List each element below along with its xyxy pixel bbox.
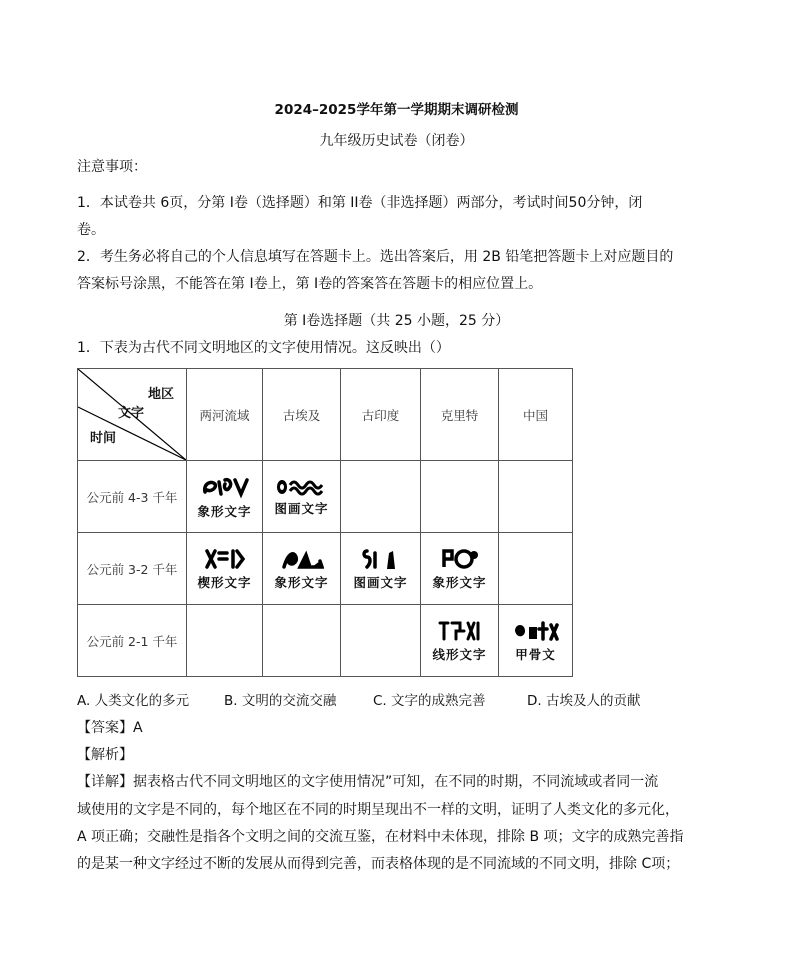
script-cell [263, 533, 341, 605]
corner-label-region: 地区 [148, 387, 175, 402]
empty-cell [499, 461, 573, 533]
analysis-label: 【解析】 [77, 747, 133, 763]
empty-cell [421, 461, 499, 533]
script-name: 楔形文字 [197, 574, 252, 590]
answer-label: 【答案】A [77, 720, 143, 736]
notice-item-1-line-1: 1．本试卷共 6页，分第 I卷（选择题）和第 II卷（非选择题）两部分，考试时间50分钟，闭 [77, 195, 643, 211]
option-b: B. 文明的交流交融 [224, 693, 337, 709]
option-c: C. 文字的成熟完善 [373, 693, 486, 709]
script-usage-table [77, 368, 573, 677]
pictograph-glyph [421, 547, 498, 571]
empty-cell [263, 605, 341, 677]
question-1-stem: 1．下表为古代不同文明地区的文字使用情况。这反映出（） [77, 340, 450, 356]
detail-line-4: 的是某一种文字经过不断的发展从而得到完善，而表格体现的是不同流域的不同文明，排除 C项； [77, 856, 680, 872]
detail-line-1: 【详解】据表格古代不同文明地区的文字使用情况”可知，在不同的时期，不同流域或者同一流 [77, 774, 659, 790]
script-cell [187, 533, 263, 605]
column-header: 中国 [499, 369, 573, 461]
script-cell [263, 461, 341, 533]
linear-script-glyph [421, 619, 498, 643]
detail-line-2: 域使用的文字是不同的，每个地区在不同的时期呈现出不一样的文明，证明了人类文化的多元化， [77, 802, 679, 818]
script-name: 图画文字 [353, 574, 408, 590]
corner-label-script: 文字 [118, 406, 145, 421]
table-row [78, 461, 573, 533]
oracle-bone-glyph [499, 619, 572, 643]
table-header-row [78, 369, 573, 461]
corner-label-time: 时间 [90, 431, 117, 446]
column-header: 克里特 [421, 369, 499, 461]
script-name: 甲骨文 [515, 646, 556, 662]
period-cell: 公元前 2-1 千年 [78, 605, 187, 677]
script-name: 线形文字 [432, 646, 487, 662]
script-name: 象形文字 [432, 574, 487, 590]
script-cell [421, 605, 499, 677]
script-cell [341, 533, 421, 605]
notice-heading: 注意事项： [77, 159, 147, 175]
pictograph-glyph [341, 547, 420, 571]
table-row [78, 605, 573, 677]
period-cell: 公元前 4-3 千年 [78, 461, 187, 533]
column-header: 两河流域 [187, 369, 263, 461]
detail-line-3: A 项正确；交融性是指各个文明之间的交流互鉴，在材料中未体现，排除 B 项；文字的成熟完善指 [77, 829, 684, 845]
table-corner-cell [78, 369, 187, 461]
script-cell [499, 605, 573, 677]
script-cell [421, 533, 499, 605]
script-name: 图画文字 [274, 500, 329, 516]
notice-item-1-line-2: 卷。 [77, 222, 105, 238]
script-name: 象形文字 [197, 503, 252, 519]
section-heading: 第 I卷选择题（共 25 小题，25 分） [283, 313, 510, 329]
pictograph-glyph [263, 477, 340, 497]
page-subtitle: 九年级历史试卷（闭卷） [319, 133, 474, 149]
empty-cell [499, 533, 573, 605]
column-header: 古埃及 [263, 369, 341, 461]
cuneiform-glyph [187, 547, 262, 571]
empty-cell [187, 605, 263, 677]
pictograph-glyph [263, 547, 340, 571]
notice-item-2-line-1: 2．考生务必将自己的个人信息填写在答题卡上。选出答案后，用 2B 铅笔把答题卡上对应题目的 [77, 249, 674, 265]
pictograph-glyph [187, 474, 262, 500]
table-row [78, 533, 573, 605]
empty-cell [341, 605, 421, 677]
script-name: 象形文字 [274, 574, 329, 590]
period-cell: 公元前 3-2 千年 [78, 533, 187, 605]
option-d: D. 古埃及人的贡献 [527, 693, 641, 709]
column-header: 古印度 [341, 369, 421, 461]
page-title: 2024–2025学年第一学期期末调研检测 [274, 102, 519, 118]
option-a: A. 人类文化的多元 [77, 693, 190, 709]
empty-cell [341, 461, 421, 533]
notice-item-2-line-2: 答案标号涂黑，不能答在第 I卷上，第 I卷的答案答在答题卡的相应位置上。 [77, 276, 543, 292]
script-cell [187, 461, 263, 533]
